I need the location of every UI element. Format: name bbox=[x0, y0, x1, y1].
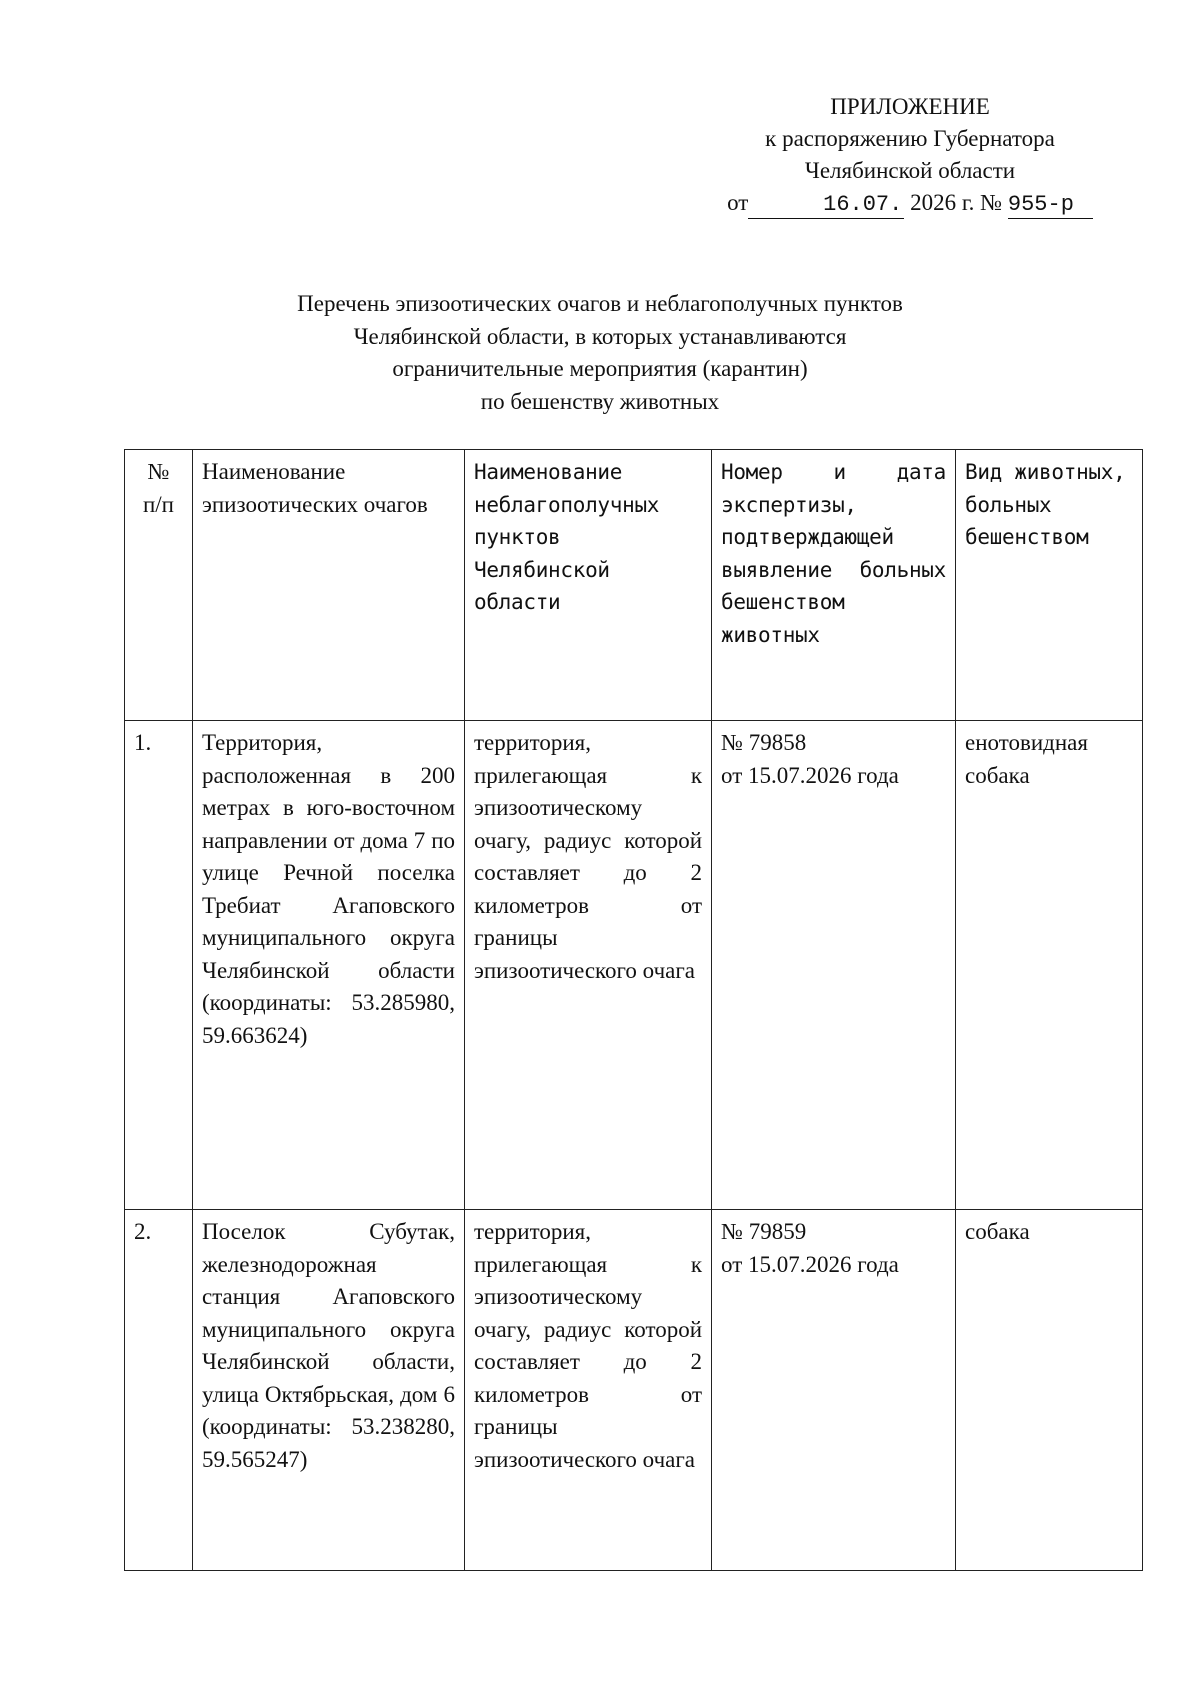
row-area: территория, прилегающая к эпизоотическому очагу, радиус которой составляет до 2 километров от границы эпизоотического очага bbox=[465, 721, 712, 1210]
row-focus: Поселок Субутак, железнодорожная станция Агаповского муниципального округа Челябинской области, улица Октябрьская, дом 6 (координаты: 53.238280, 59.565247) bbox=[193, 1210, 465, 1571]
row-animal: собака bbox=[956, 1210, 1143, 1571]
row-area: территория, прилегающая к эпизоотическому очагу, радиус которой составляет до 2 километров от границы эпизоотического очага bbox=[465, 1210, 712, 1571]
order-number: 955-р bbox=[1008, 192, 1093, 219]
row-number: 2. bbox=[125, 1210, 193, 1571]
table-header-row bbox=[125, 450, 1143, 721]
table-row bbox=[125, 1210, 1143, 1571]
title-line-1: Перечень эпизоотических очагов и неблагополучных пунктов bbox=[297, 291, 903, 316]
header-focus: Наименование эпизоотических очагов bbox=[193, 450, 465, 721]
title-line-3: ограничительные мероприятия (карантин) bbox=[392, 356, 808, 381]
header-animal: Вид животных, больных бешенством bbox=[956, 450, 1143, 721]
date-prefix: от bbox=[727, 190, 749, 215]
document-title bbox=[150, 288, 1050, 418]
table-row bbox=[125, 721, 1143, 1210]
row-expertise: № 79858 от 15.07.2026 года bbox=[712, 721, 956, 1210]
row-focus: Территория, расположенная в 200 метрах в юго-восточном направлении от дома 7 по улице Речной поселка Требиат Агаповского муниципального округа Челябинской области (координаты: 53.285980, 59.663624) bbox=[193, 721, 465, 1210]
annex-date-line bbox=[700, 187, 1120, 219]
date-year: 2026 г. № bbox=[910, 190, 1003, 215]
header-area: Наименование неблагополучных пунктов Челябинской области bbox=[465, 450, 712, 721]
date-value: 16.07. bbox=[748, 192, 904, 219]
row-number: 1. bbox=[125, 721, 193, 1210]
annex-title: ПРИЛОЖЕНИЕ bbox=[830, 94, 990, 119]
header-number: № п/п bbox=[125, 450, 193, 721]
title-line-4: по бешенству животных bbox=[480, 388, 720, 414]
annex-block bbox=[700, 91, 1120, 219]
annex-line-1: к распоряжению Губернатора bbox=[765, 126, 1055, 151]
title-line-2: Челябинской области, в которых устанавливаются bbox=[353, 323, 847, 349]
header-expertise: Номер и дата экспертизы, подтверждающей выявление больных бешенством животных bbox=[712, 450, 956, 721]
row-animal: енотовидная собака bbox=[956, 721, 1143, 1210]
row-expertise: № 79859 от 15.07.2026 года bbox=[712, 1210, 956, 1571]
annex-line-2: Челябинской области bbox=[804, 158, 1016, 183]
foci-table bbox=[124, 449, 1143, 1571]
